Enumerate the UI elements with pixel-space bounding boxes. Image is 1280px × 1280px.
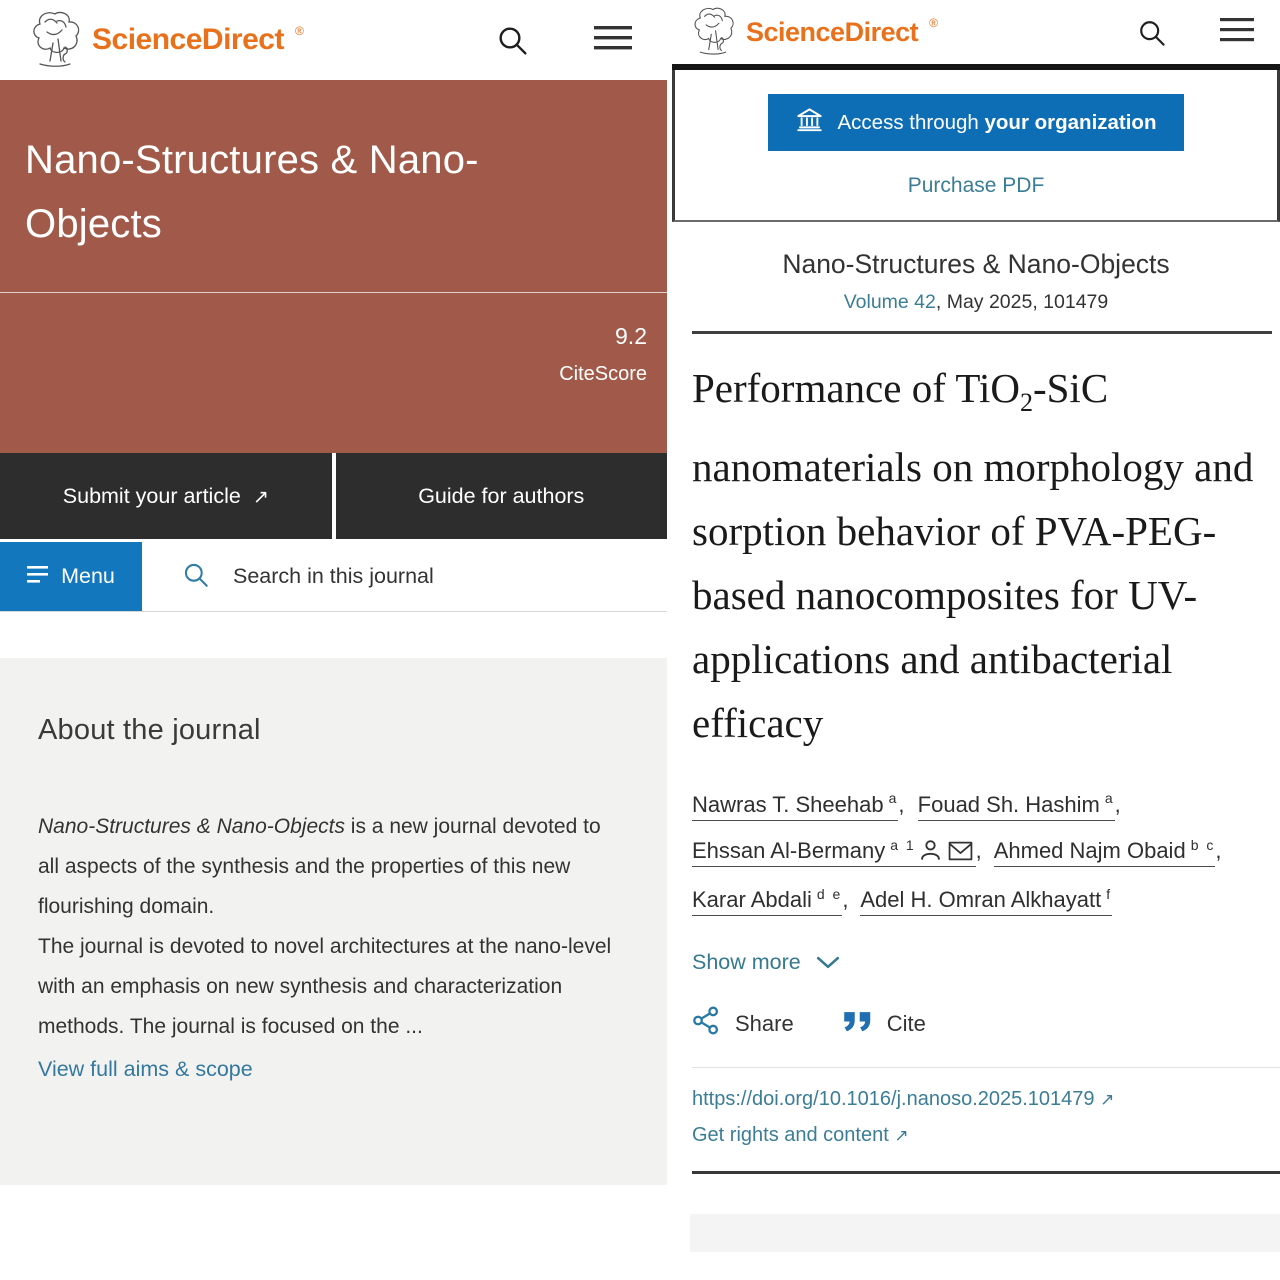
author-affiliation-sup: a 1 [890, 836, 916, 853]
show-more-button[interactable] [692, 950, 840, 975]
envelope-icon [948, 841, 973, 866]
divider [692, 1067, 1280, 1068]
share-nodes-icon[interactable] [692, 1006, 721, 1041]
guide-for-authors-button[interactable] [336, 453, 668, 539]
author-name: Nawras T. Sheehab [692, 791, 884, 817]
share-cite-row [692, 1006, 1280, 1041]
menu-label: Menu [61, 564, 115, 588]
access-button-label [838, 111, 1157, 135]
access-label-pre: Access through [837, 110, 985, 134]
citescore-block [25, 323, 667, 386]
author-link[interactable] [692, 792, 898, 821]
external-link-arrow-icon: ↗ [1100, 1090, 1115, 1110]
hamburger-menu-icon[interactable] [590, 23, 636, 58]
citescore-value: 9.2 [615, 323, 647, 349]
author-link[interactable] [692, 887, 842, 916]
article-title-pre: Performance of TiO [692, 365, 1020, 411]
sciencedirect-logo[interactable] [690, 5, 937, 60]
journal-toolbar [0, 542, 667, 612]
brand-wordmark: ScienceDirect [746, 16, 919, 47]
registered-mark: ® [929, 16, 938, 30]
access-options-box [672, 70, 1280, 222]
search-icon[interactable] [496, 24, 528, 56]
author-affiliation-sup: f [1106, 885, 1113, 902]
show-more-label: Show more [692, 950, 801, 975]
submit-article-button[interactable] [0, 453, 332, 539]
issue-rest: , May 2025, 101479 [935, 291, 1109, 313]
brand-wordmark: ScienceDirect [92, 23, 284, 56]
author-link[interactable] [918, 792, 1115, 821]
view-aims-scope-link[interactable]: View full aims & scope [38, 1057, 253, 1081]
about-the-journal-section [0, 658, 667, 1185]
doi-block [692, 1088, 1280, 1147]
quote-cite-icon [842, 1009, 873, 1039]
magnifier-icon [182, 561, 209, 593]
journal-action-row [0, 453, 667, 539]
institution-bank-icon [796, 107, 823, 138]
divider [692, 1171, 1280, 1174]
author-affiliation-sup: a [1104, 790, 1115, 807]
guide-for-authors-label: Guide for authors [418, 483, 585, 508]
author-name: Fouad Sh. Hashim [917, 791, 1100, 817]
author-name: Ehssan Al-Bermany [692, 837, 886, 863]
cite-label: Cite [886, 1010, 926, 1036]
about-heading: About the journal [38, 714, 261, 746]
rights-label: Get rights and content [692, 1124, 889, 1147]
abstract-section-placeholder [690, 1214, 1280, 1252]
cite-group[interactable] [842, 1009, 926, 1039]
journal-search-input[interactable] [233, 564, 667, 589]
doi-link[interactable] [692, 1088, 1280, 1111]
author-link[interactable] [860, 887, 1112, 916]
submit-article-label: Submit your article [62, 483, 241, 508]
citescore-label: CiteScore [559, 363, 647, 385]
author-affiliation-sup: a [888, 790, 899, 807]
hamburger-menu-icon[interactable] [1218, 16, 1258, 49]
elsevier-tree-icon [690, 5, 736, 60]
purchase-pdf-link[interactable]: Purchase PDF [907, 174, 1045, 197]
author-link-corresponding[interactable] [692, 838, 976, 867]
menu-hamburger-icon [27, 564, 48, 589]
journal-name-italic: Nano-Structures & Nano-Objects [38, 815, 345, 838]
about-paragraph [38, 807, 626, 1090]
author-separator: , [975, 837, 982, 863]
journal-hero-banner [0, 80, 667, 453]
article-journal-name[interactable]: Nano-Structures & Nano-Objects [782, 249, 1170, 279]
journal-search-bar[interactable] [142, 542, 667, 611]
author-affiliation-sup: b c [1190, 836, 1216, 853]
elsevier-tree-icon [28, 9, 82, 72]
author-separator: , [1215, 837, 1222, 863]
article-title [692, 356, 1270, 755]
left-header [0, 0, 672, 80]
author-name: Karar Abdali [692, 887, 812, 913]
volume-link[interactable]: Volume 42 [843, 291, 936, 313]
share-label[interactable]: Share [735, 1010, 794, 1036]
hero-divider [0, 292, 667, 293]
about-paragraph-1 [38, 807, 626, 927]
article-screen [672, 0, 1280, 1280]
article-title-post: -SiC nanomaterials on morphology and sorption behavior of PVA-PEG-based nanocomposites for UV-applications and antibacterial efficacy [692, 365, 1254, 747]
author-separator: , [1114, 791, 1121, 817]
sciencedirect-logo[interactable] [28, 9, 303, 72]
doi-url: https://doi.org/10.1016/j.nanoso.2025.101479 [692, 1088, 1095, 1111]
about-paragraph-1-rest: is a new journal devoted to all aspects of the synthesis and the properties of this new flourishing domain. [38, 815, 601, 918]
person-icon [919, 841, 942, 866]
author-separator: , [842, 887, 849, 913]
author-separator: , [898, 791, 905, 817]
journal-title: Nano-Structures & Nano-Objects [25, 138, 479, 246]
divider [692, 331, 1272, 334]
author-name: Adel H. Omran Alkhayatt [860, 887, 1102, 913]
author-affiliation-sup: d e [816, 885, 843, 902]
search-icon[interactable] [1137, 18, 1166, 47]
chevron-down-icon [816, 950, 840, 975]
author-link[interactable] [994, 838, 1216, 867]
external-link-arrow-icon: ↗ [252, 486, 269, 508]
registered-mark: ® [294, 24, 304, 38]
rights-and-content-link[interactable] [692, 1124, 1280, 1147]
journal-menu-button[interactable] [0, 542, 142, 611]
right-header [672, 0, 1280, 64]
article-title-subscript: 2 [1019, 388, 1033, 418]
access-label-bold: your organization [984, 110, 1157, 134]
volume-issue-line [672, 291, 1280, 314]
author-list [692, 778, 1264, 920]
about-paragraph-2: The journal is devoted to novel architectures at the nano-level with an emphasis on new synthesis and characterization methods. The journal is focused on the ... [38, 935, 612, 1038]
author-name: Ahmed Najm Obaid [993, 837, 1186, 863]
external-link-arrow-icon: ↗ [894, 1126, 909, 1146]
access-through-organization-button[interactable] [768, 94, 1185, 151]
